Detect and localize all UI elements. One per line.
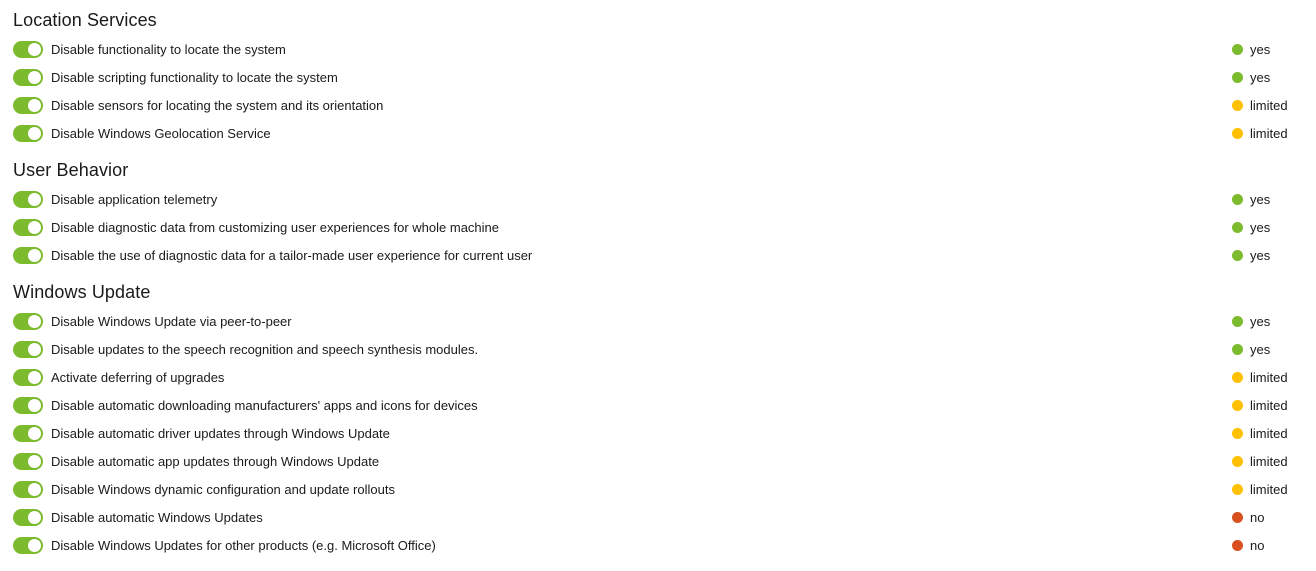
toggle-knob (28, 71, 41, 84)
setting-label: Disable Windows Update via peer-to-peer (51, 314, 292, 329)
toggle-knob (28, 315, 41, 328)
toggle-knob (28, 221, 41, 234)
setting-label: Disable automatic driver updates through Windows Update (51, 426, 390, 441)
setting-row (13, 509, 1303, 529)
status-text: no (1250, 538, 1265, 553)
setting-toggle[interactable] (13, 69, 43, 86)
status-text: yes (1250, 192, 1271, 207)
status-text: limited (1250, 482, 1288, 497)
setting-toggle[interactable] (13, 125, 43, 142)
setting-label: Disable sensors for locating the system and its orientation (51, 98, 384, 113)
setting-label: Disable automatic Windows Updates (51, 510, 263, 525)
yellow-dot-icon (1232, 400, 1243, 411)
status-text: yes (1250, 70, 1271, 85)
setting-label: Disable Windows dynamic configuration and update rollouts (51, 482, 395, 497)
section-title-location-services: Location Services (13, 10, 157, 30)
section-title-windows-update: Windows Update (13, 282, 151, 302)
toggle-knob (28, 99, 41, 112)
setting-label: Disable automatic app updates through Windows Update (51, 454, 380, 469)
yellow-dot-icon (1232, 128, 1243, 139)
toggle-knob (28, 455, 41, 468)
status-text: yes (1250, 342, 1271, 357)
red-dot-icon (1232, 540, 1243, 551)
setting-row (13, 397, 1303, 417)
setting-label: Disable updates to the speech recognition and speech synthesis modules. (51, 342, 479, 357)
setting-row (13, 453, 1303, 473)
status-text: yes (1250, 314, 1271, 329)
green-dot-icon (1232, 194, 1243, 205)
setting-toggle[interactable] (13, 341, 43, 358)
status-text: no (1250, 510, 1265, 525)
yellow-dot-icon (1232, 100, 1243, 111)
status-text: limited (1250, 370, 1288, 385)
toggle-knob (28, 193, 41, 206)
setting-row (13, 537, 1303, 557)
setting-label: Disable Windows Geolocation Service (51, 126, 271, 141)
green-dot-icon (1232, 44, 1243, 55)
setting-row (13, 247, 1303, 267)
toggle-knob (28, 427, 41, 440)
setting-toggle[interactable] (13, 313, 43, 330)
toggle-knob (28, 539, 41, 552)
status-text: yes (1250, 42, 1271, 57)
yellow-dot-icon (1232, 484, 1243, 495)
setting-toggle[interactable] (13, 481, 43, 498)
yellow-dot-icon (1232, 428, 1243, 439)
status-text: limited (1250, 98, 1288, 113)
setting-toggle[interactable] (13, 453, 43, 470)
toggle-knob (28, 43, 41, 56)
toggle-knob (28, 399, 41, 412)
toggle-knob (28, 127, 41, 140)
yellow-dot-icon (1232, 372, 1243, 383)
toggle-knob (28, 249, 41, 262)
setting-toggle[interactable] (13, 97, 43, 114)
setting-row (13, 313, 1303, 333)
toggle-knob (28, 511, 41, 524)
setting-row (13, 125, 1303, 145)
setting-label: Disable the use of diagnostic data for a tailor-made user experience for current user (51, 248, 533, 263)
toggle-knob (28, 483, 41, 496)
toggle-knob (28, 343, 41, 356)
setting-toggle[interactable] (13, 191, 43, 208)
green-dot-icon (1232, 316, 1243, 327)
setting-toggle[interactable] (13, 219, 43, 236)
section-title-user-behavior: User Behavior (13, 160, 129, 180)
status-text: limited (1250, 126, 1288, 141)
setting-toggle[interactable] (13, 369, 43, 386)
setting-label: Disable application telemetry (51, 192, 218, 207)
setting-row (13, 341, 1303, 361)
green-dot-icon (1232, 72, 1243, 83)
status-text: limited (1250, 398, 1288, 413)
setting-toggle[interactable] (13, 247, 43, 264)
setting-label: Disable scripting functionality to locate the system (51, 70, 338, 85)
setting-row (13, 219, 1303, 239)
red-dot-icon (1232, 512, 1243, 523)
toggle-knob (28, 371, 41, 384)
status-text: yes (1250, 248, 1271, 263)
setting-label: Disable diagnostic data from customizing user experiences for whole machine (51, 220, 499, 235)
setting-toggle[interactable] (13, 397, 43, 414)
setting-row (13, 69, 1303, 89)
setting-toggle[interactable] (13, 509, 43, 526)
yellow-dot-icon (1232, 456, 1243, 467)
setting-toggle[interactable] (13, 41, 43, 58)
setting-row (13, 369, 1303, 389)
setting-row (13, 191, 1303, 211)
status-text: limited (1250, 454, 1288, 469)
green-dot-icon (1232, 222, 1243, 233)
setting-row (13, 97, 1303, 117)
green-dot-icon (1232, 250, 1243, 261)
green-dot-icon (1232, 344, 1243, 355)
setting-row (13, 41, 1303, 61)
setting-toggle[interactable] (13, 537, 43, 554)
setting-label: Disable Windows Updates for other products (e.g. Microsoft Office) (51, 538, 436, 553)
setting-row (13, 425, 1303, 445)
setting-row (13, 481, 1303, 501)
setting-toggle[interactable] (13, 425, 43, 442)
status-text: yes (1250, 220, 1271, 235)
status-text: limited (1250, 426, 1288, 441)
setting-label: Disable automatic downloading manufacturers' apps and icons for devices (51, 398, 478, 413)
setting-label: Activate deferring of upgrades (51, 370, 225, 385)
setting-label: Disable functionality to locate the system (51, 42, 286, 57)
